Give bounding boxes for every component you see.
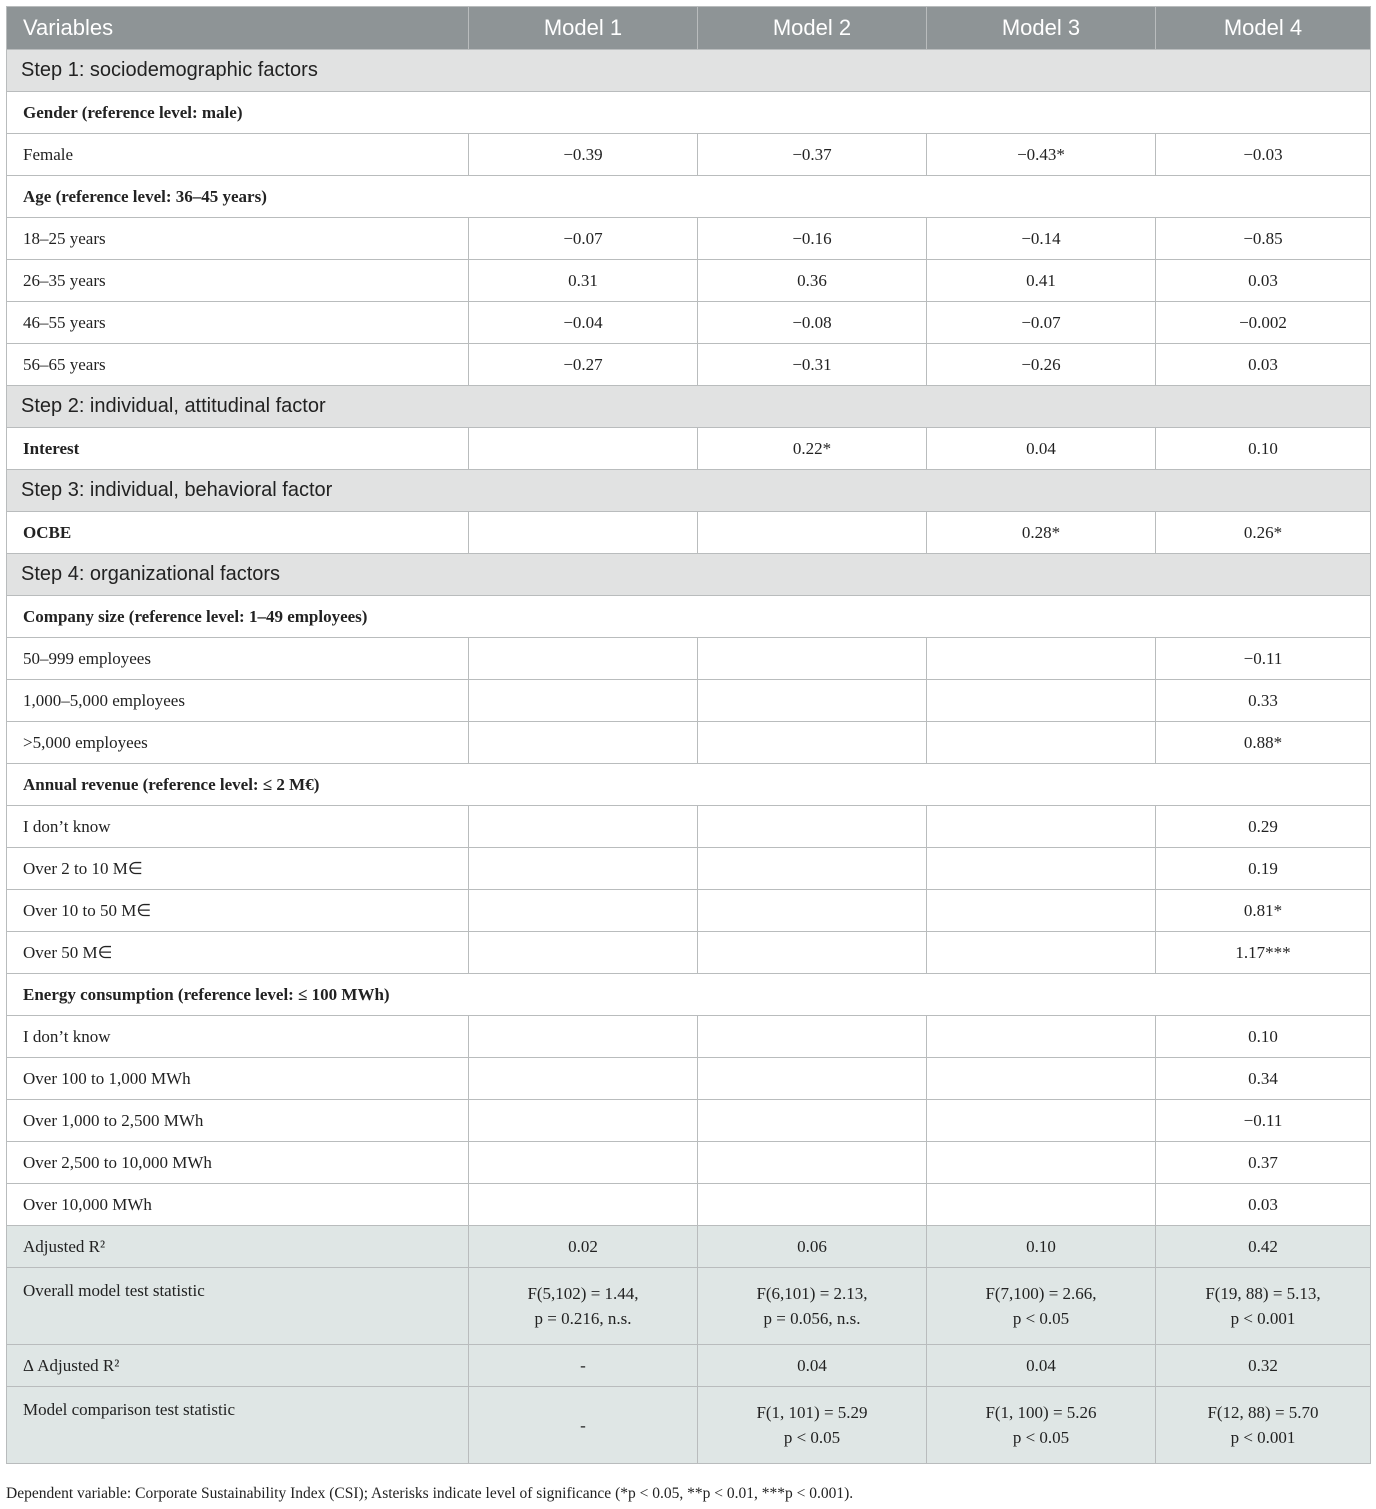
model-1-cell xyxy=(469,890,698,932)
stat-line: - xyxy=(580,1355,586,1375)
model-1-cell xyxy=(469,1016,698,1058)
table-row xyxy=(7,428,1371,470)
model-1-cell: 0.31 xyxy=(469,260,698,302)
row-label: I don’t know xyxy=(7,1016,469,1058)
footnote: Dependent variable: Corporate Sustainability Index (CSI); Asterisks indicate level of significance (*p < 0.05, **p < 0.01, ***p < 0.001). xyxy=(6,1485,854,1502)
model-3-cell: −0.07 xyxy=(927,302,1156,344)
model-2-cell xyxy=(698,1058,927,1100)
model-3-cell xyxy=(927,1184,1156,1226)
stat-row xyxy=(7,1387,1371,1464)
model-2-cell xyxy=(698,806,927,848)
model-1-stat-cell xyxy=(469,1226,698,1268)
model-3-cell xyxy=(927,638,1156,680)
model-3-cell xyxy=(927,1016,1156,1058)
section-heading: Step 4: organizational factors xyxy=(7,554,1371,596)
row-label: Over 2 to 10 M∈ xyxy=(7,848,469,890)
regression-table xyxy=(6,6,1371,1464)
table-row xyxy=(7,848,1371,890)
section-row xyxy=(7,50,1371,92)
stat-line: p < 0.05 xyxy=(1012,1309,1070,1328)
model-4-stat-cell xyxy=(1156,1387,1371,1464)
model-1-cell xyxy=(469,680,698,722)
group-row xyxy=(7,596,1371,638)
model-3-stat-cell xyxy=(927,1387,1156,1464)
stat-line: 0.04 xyxy=(1026,1355,1056,1375)
stat-line: F(19, 88) = 5.13, xyxy=(1205,1284,1321,1303)
model-2-cell xyxy=(698,848,927,890)
stat-line: - xyxy=(580,1415,586,1435)
model-4-cell: 0.37 xyxy=(1156,1142,1371,1184)
model-2-cell xyxy=(698,1184,927,1226)
table-row xyxy=(7,890,1371,932)
table-row xyxy=(7,260,1371,302)
group-heading: Annual revenue (reference level: ≤ 2 M€) xyxy=(7,764,1371,806)
model-3-cell: −0.43* xyxy=(927,134,1156,176)
section-row xyxy=(7,554,1371,596)
model-1-cell: −0.07 xyxy=(469,218,698,260)
table-row xyxy=(7,932,1371,974)
model-3-cell xyxy=(927,932,1156,974)
table-body xyxy=(7,50,1371,1464)
model-1-cell: −0.39 xyxy=(469,134,698,176)
model-3-cell: 0.28* xyxy=(927,512,1156,554)
model-1-cell xyxy=(469,848,698,890)
table-row xyxy=(7,806,1371,848)
row-label: OCBE xyxy=(7,512,469,554)
model-4-cell: 0.34 xyxy=(1156,1058,1371,1100)
model-1-stat-cell xyxy=(469,1387,698,1464)
header-row xyxy=(7,7,1371,50)
model-3-cell: 0.41 xyxy=(927,260,1156,302)
stat-line: F(5,102) = 1.44, xyxy=(527,1284,639,1303)
row-label: Over 10 to 50 M∈ xyxy=(7,890,469,932)
table-row xyxy=(7,218,1371,260)
model-2-cell: −0.37 xyxy=(698,134,927,176)
model-1-cell xyxy=(469,638,698,680)
table-row xyxy=(7,344,1371,386)
model-2-cell xyxy=(698,512,927,554)
model-2-stat-cell xyxy=(698,1268,927,1345)
model-4-stat-cell xyxy=(1156,1268,1371,1345)
model-3-cell xyxy=(927,1142,1156,1184)
row-label: 50–999 employees xyxy=(7,638,469,680)
model-4-cell: 0.10 xyxy=(1156,428,1371,470)
table-row xyxy=(7,1016,1371,1058)
model-3-cell xyxy=(927,848,1156,890)
model-2-cell xyxy=(698,1142,927,1184)
row-label: 56–65 years xyxy=(7,344,469,386)
header-model-1: Model 1 xyxy=(469,7,698,50)
model-2-cell: −0.08 xyxy=(698,302,927,344)
table-row xyxy=(7,1142,1371,1184)
stat-line: F(1, 100) = 5.26 xyxy=(985,1403,1097,1422)
stat-label: Adjusted R² xyxy=(7,1226,469,1268)
group-row xyxy=(7,764,1371,806)
model-4-cell: 0.29 xyxy=(1156,806,1371,848)
section-heading: Step 1: sociodemographic factors xyxy=(7,50,1371,92)
row-label: Interest xyxy=(7,428,469,470)
stat-line: p < 0.001 xyxy=(1230,1428,1296,1447)
model-4-cell: −0.11 xyxy=(1156,1100,1371,1142)
model-4-cell: 0.19 xyxy=(1156,848,1371,890)
model-1-cell xyxy=(469,1100,698,1142)
model-2-stat-cell xyxy=(698,1387,927,1464)
model-1-cell xyxy=(469,932,698,974)
stat-line: F(6,101) = 2.13, xyxy=(756,1284,868,1303)
row-label: Over 50 M∈ xyxy=(7,932,469,974)
table-row xyxy=(7,1184,1371,1226)
stat-line: p < 0.001 xyxy=(1230,1309,1296,1328)
row-label: >5,000 employees xyxy=(7,722,469,764)
table-row xyxy=(7,512,1371,554)
stat-line: 0.32 xyxy=(1248,1355,1278,1375)
model-4-stat-cell xyxy=(1156,1226,1371,1268)
model-4-cell: 0.88* xyxy=(1156,722,1371,764)
header-model-4: Model 4 xyxy=(1156,7,1371,50)
stat-row xyxy=(7,1268,1371,1345)
model-2-cell xyxy=(698,680,927,722)
model-1-cell xyxy=(469,722,698,764)
model-1-cell xyxy=(469,512,698,554)
stat-line: p < 0.05 xyxy=(1012,1428,1070,1447)
stat-label: Overall model test statistic xyxy=(7,1268,469,1345)
stat-line: 0.42 xyxy=(1248,1236,1278,1256)
model-3-cell: −0.26 xyxy=(927,344,1156,386)
group-row xyxy=(7,974,1371,1016)
row-label: Female xyxy=(7,134,469,176)
model-2-stat-cell xyxy=(698,1226,927,1268)
header-model-3: Model 3 xyxy=(927,7,1156,50)
model-2-stat-cell xyxy=(698,1345,927,1387)
stat-line: 0.06 xyxy=(797,1236,827,1256)
model-3-cell xyxy=(927,680,1156,722)
group-row xyxy=(7,176,1371,218)
stat-line: F(1, 101) = 5.29 xyxy=(756,1403,868,1422)
model-1-cell xyxy=(469,1142,698,1184)
group-heading: Gender (reference level: male) xyxy=(7,92,1371,134)
model-1-cell xyxy=(469,1184,698,1226)
model-3-cell xyxy=(927,806,1156,848)
model-1-cell: −0.04 xyxy=(469,302,698,344)
model-4-cell: −0.11 xyxy=(1156,638,1371,680)
model-2-cell xyxy=(698,932,927,974)
model-1-cell xyxy=(469,1058,698,1100)
table-row xyxy=(7,1058,1371,1100)
model-1-cell xyxy=(469,806,698,848)
model-4-stat-cell xyxy=(1156,1345,1371,1387)
model-3-cell xyxy=(927,1100,1156,1142)
model-1-cell: −0.27 xyxy=(469,344,698,386)
row-label: Over 10,000 MWh xyxy=(7,1184,469,1226)
stat-row xyxy=(7,1345,1371,1387)
model-4-cell: 1.17*** xyxy=(1156,932,1371,974)
model-4-cell: 0.33 xyxy=(1156,680,1371,722)
model-4-cell: 0.26* xyxy=(1156,512,1371,554)
model-4-cell: −0.002 xyxy=(1156,302,1371,344)
section-row xyxy=(7,470,1371,512)
model-3-stat-cell xyxy=(927,1226,1156,1268)
row-label: 1,000–5,000 employees xyxy=(7,680,469,722)
model-4-cell: 0.03 xyxy=(1156,1184,1371,1226)
model-2-cell xyxy=(698,1100,927,1142)
table-row xyxy=(7,638,1371,680)
model-4-cell: −0.85 xyxy=(1156,218,1371,260)
model-2-cell xyxy=(698,638,927,680)
model-3-stat-cell xyxy=(927,1345,1156,1387)
model-4-cell: 0.10 xyxy=(1156,1016,1371,1058)
stat-row xyxy=(7,1226,1371,1268)
model-2-cell xyxy=(698,1016,927,1058)
stat-line: F(7,100) = 2.66, xyxy=(985,1284,1097,1303)
model-3-cell xyxy=(927,890,1156,932)
group-heading: Age (reference level: 36–45 years) xyxy=(7,176,1371,218)
stat-line: F(12, 88) = 5.70 xyxy=(1207,1403,1319,1422)
section-heading: Step 2: individual, attitudinal factor xyxy=(7,386,1371,428)
stat-label: Model comparison test statistic xyxy=(7,1387,469,1464)
model-1-stat-cell xyxy=(469,1345,698,1387)
stat-line: 0.04 xyxy=(797,1355,827,1375)
model-3-cell: −0.14 xyxy=(927,218,1156,260)
stat-line: 0.10 xyxy=(1026,1236,1056,1256)
group-row xyxy=(7,92,1371,134)
row-label: Over 1,000 to 2,500 MWh xyxy=(7,1100,469,1142)
model-1-cell xyxy=(469,428,698,470)
stat-line: p = 0.216, n.s. xyxy=(534,1309,632,1328)
table-row xyxy=(7,134,1371,176)
table-row xyxy=(7,680,1371,722)
model-4-cell: 0.81* xyxy=(1156,890,1371,932)
model-2-cell: 0.36 xyxy=(698,260,927,302)
model-2-cell: 0.22* xyxy=(698,428,927,470)
stat-label: Δ Adjusted R² xyxy=(7,1345,469,1387)
group-heading: Company size (reference level: 1–49 employees) xyxy=(7,596,1371,638)
model-2-cell: −0.16 xyxy=(698,218,927,260)
section-heading: Step 3: individual, behavioral factor xyxy=(7,470,1371,512)
model-3-cell xyxy=(927,1058,1156,1100)
stat-line: p < 0.05 xyxy=(783,1428,841,1447)
row-label: Over 100 to 1,000 MWh xyxy=(7,1058,469,1100)
model-2-cell xyxy=(698,890,927,932)
stat-line: p = 0.056, n.s. xyxy=(763,1309,861,1328)
model-3-stat-cell xyxy=(927,1268,1156,1345)
row-label: I don’t know xyxy=(7,806,469,848)
model-3-cell xyxy=(927,722,1156,764)
model-1-stat-cell xyxy=(469,1268,698,1345)
header-model-2: Model 2 xyxy=(698,7,927,50)
model-3-cell: 0.04 xyxy=(927,428,1156,470)
stat-line: 0.02 xyxy=(568,1236,598,1256)
model-4-cell: 0.03 xyxy=(1156,260,1371,302)
model-4-cell: 0.03 xyxy=(1156,344,1371,386)
row-label: 46–55 years xyxy=(7,302,469,344)
header-variables: Variables xyxy=(7,7,469,50)
section-row xyxy=(7,386,1371,428)
group-heading: Energy consumption (reference level: ≤ 100 MWh) xyxy=(7,974,1371,1016)
table-row xyxy=(7,722,1371,764)
row-label: 18–25 years xyxy=(7,218,469,260)
row-label: 26–35 years xyxy=(7,260,469,302)
model-2-cell xyxy=(698,722,927,764)
table-row xyxy=(7,1100,1371,1142)
model-4-cell: −0.03 xyxy=(1156,134,1371,176)
row-label: Over 2,500 to 10,000 MWh xyxy=(7,1142,469,1184)
table-row xyxy=(7,302,1371,344)
model-2-cell: −0.31 xyxy=(698,344,927,386)
